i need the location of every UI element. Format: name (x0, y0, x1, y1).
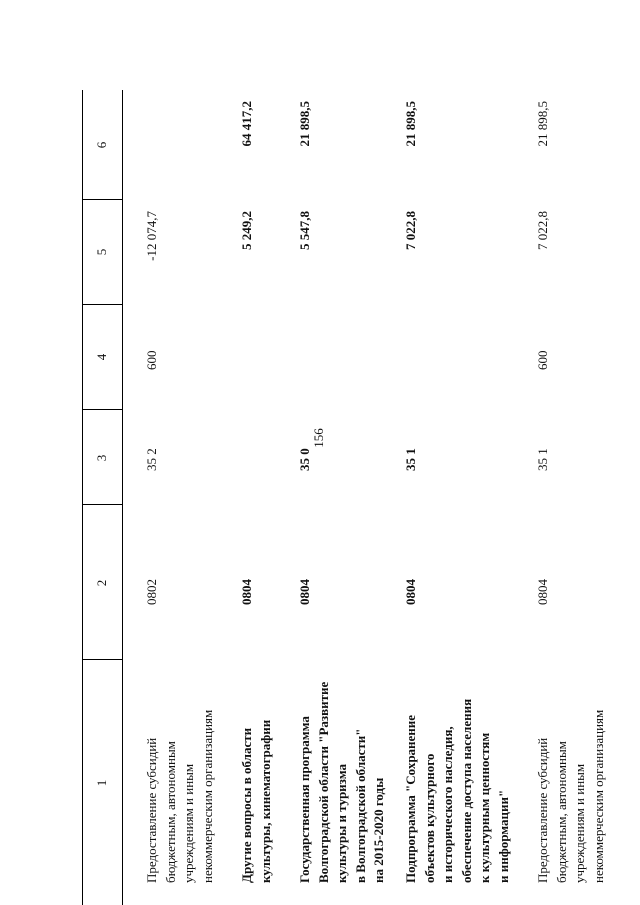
table-row-target: 35 0 (297, 448, 312, 471)
table-row-name: Предоставление субсидий бюджетным, автономным учреждениям и иным некоммерческим организациям (144, 709, 215, 883)
table-row-amount-5: 7 022,8 (535, 211, 550, 250)
column-header: 3 (94, 454, 109, 462)
column-header: 4 (94, 353, 109, 361)
table-row-amount-6: 21 898,5 (535, 101, 550, 147)
header-divider (82, 659, 122, 660)
table-row-target: 35 1 (535, 448, 550, 471)
table-row-expense-type: 600 (144, 350, 159, 370)
header-divider (82, 304, 122, 305)
header-bottom-rule (122, 90, 123, 905)
table-row-amount-6: 64 417,2 (239, 101, 254, 147)
table-row-section: 0804 (403, 579, 418, 605)
table-row-amount-5: 5 249,2 (239, 211, 254, 250)
table-row-expense-type: 600 (535, 350, 550, 370)
header-top-rule (82, 90, 83, 905)
table-row-name: Предоставление субсидий бюджетным, автономным учреждениям и иным некоммерческим организациям (535, 709, 606, 883)
table-row-name: Подпрограмма "Сохранение объектов культурного и исторического наследия, обеспечение доступа населения к культурным ценностям и информации" (403, 698, 511, 883)
header-divider (82, 504, 122, 505)
table-row-amount-5: 7 022,8 (403, 211, 418, 250)
table-row-section: 0804 (239, 579, 254, 605)
page-number: 156 (310, 428, 326, 448)
table-row-amount-5: -12 074,7 (144, 211, 159, 261)
header-divider (82, 409, 122, 410)
table-row-name: Государственная программа Волгоградской области "Развитие культуры и туризма в Волгоградской области" на 2015-2020 годы (297, 681, 386, 883)
budget-table (82, 90, 612, 905)
table-row-target: 35 2 (144, 448, 159, 471)
table-row-name: Другие вопросы в области культуры, кинематографии (239, 719, 273, 883)
table-row-section: 0804 (535, 579, 550, 605)
table-row-amount-5: 5 547,8 (297, 211, 312, 250)
column-header: 1 (94, 779, 109, 787)
column-header: 5 (94, 248, 109, 256)
table-row-amount-6: 21 898,5 (403, 101, 418, 147)
table-row-section: 0802 (144, 579, 159, 605)
column-header: 6 (94, 141, 109, 149)
table-row-amount-6: 21 898,5 (297, 101, 312, 147)
table-row-target: 35 1 (403, 448, 418, 471)
table-row-section: 0804 (297, 579, 312, 605)
column-header: 2 (94, 579, 109, 587)
header-divider (82, 199, 122, 200)
